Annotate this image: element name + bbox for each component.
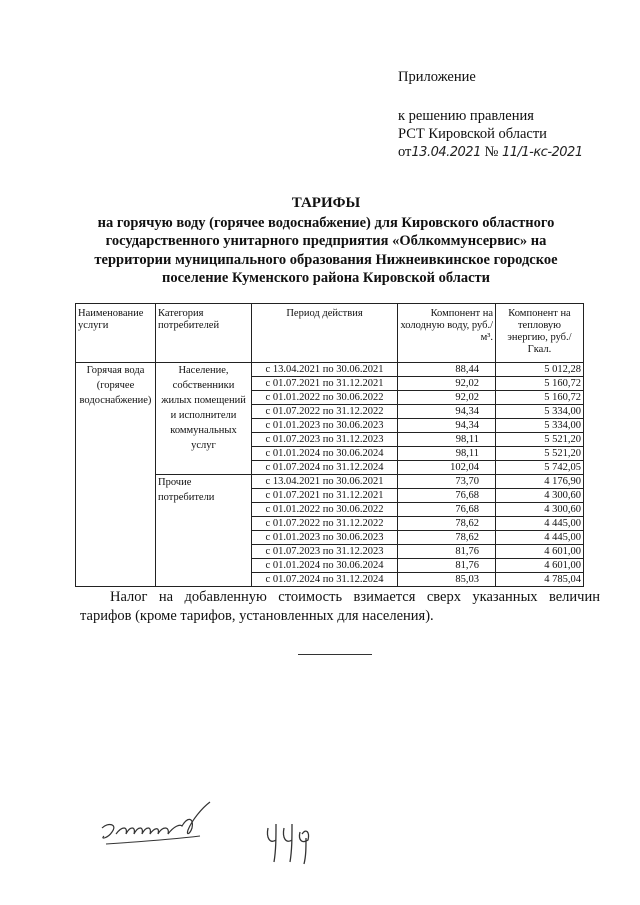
document-title: ТАРИФЫ (291, 195, 361, 211)
period-cell: с 01.01.2022 по 30.06.2022 (252, 503, 398, 517)
cold-water-cell: 73,70 (398, 475, 496, 489)
document-heading (40, 194, 612, 288)
heat-energy-cell: 4 785,04 (496, 573, 584, 587)
table-row (76, 363, 584, 377)
heat-energy-cell: 5 160,72 (496, 391, 584, 405)
period-cell: с 01.07.2021 по 31.12.2021 (252, 489, 398, 503)
period-cell: с 13.04.2021 по 30.06.2021 (252, 363, 398, 377)
category-cell: Население, собственники жилых помещений и исполнители коммунальных услуг (156, 363, 252, 475)
heat-energy-cell: 4 445,00 (496, 531, 584, 545)
header-period: Период действия (252, 304, 398, 363)
period-cell: с 01.07.2024 по 31.12.2024 (252, 573, 398, 587)
heading-line: государственного унитарного предприятия «Облкоммунсервис» на (105, 233, 547, 249)
heat-energy-cell: 5 521,20 (496, 447, 584, 461)
heading-line: поселение Куменского района Кировской области (161, 270, 491, 286)
number-prefix: № (484, 144, 499, 160)
signature-right-icon (262, 818, 322, 866)
heat-energy-cell: 4 445,00 (496, 517, 584, 531)
period-cell: с 01.07.2022 по 31.12.2022 (252, 517, 398, 531)
separator-line (298, 654, 372, 655)
cold-water-cell: 78,62 (398, 531, 496, 545)
cold-water-cell: 85,03 (398, 573, 496, 587)
cold-water-cell: 78,62 (398, 517, 496, 531)
service-cell: Горячая вода (горячее водоснабжение) (76, 363, 156, 587)
period-cell: с 01.07.2023 по 31.12.2023 (252, 433, 398, 447)
heading-line: территории муниципального образования Нижнеивкинское городское (94, 251, 558, 268)
period-cell: с 01.01.2022 по 30.06.2022 (252, 391, 398, 405)
tariffs-table (75, 303, 584, 587)
period-cell: с 01.01.2023 по 30.06.2023 (252, 531, 398, 545)
heat-energy-cell: 4 176,90 (496, 475, 584, 489)
period-cell: с 01.07.2021 по 31.12.2021 (252, 377, 398, 391)
header-cold-water: Компонент на холодную воду, руб./м³. (398, 304, 496, 363)
cold-water-cell: 92,02 (398, 391, 496, 405)
period-cell: с 01.07.2022 по 31.12.2022 (252, 405, 398, 419)
header-category: Категория потребителей (156, 304, 252, 363)
cold-water-cell: 88,44 (398, 363, 496, 377)
heat-energy-cell: 4 601,00 (496, 545, 584, 559)
table-header-row (76, 304, 584, 363)
cold-water-cell: 81,76 (398, 545, 496, 559)
heat-energy-cell: 5 521,20 (496, 433, 584, 447)
category-cell: Прочие потребители (156, 475, 252, 587)
heat-energy-cell: 5 160,72 (496, 377, 584, 391)
vat-note: Налог на добавленную стоимость взимается сверх указанных величин тарифов (кроме тарифов, установленных для населения). (80, 589, 600, 624)
heat-energy-cell: 5 334,00 (496, 419, 584, 433)
handwritten-date: 13.04.2021 (411, 145, 481, 160)
appendix-decision: к решению правления (398, 108, 534, 124)
date-prefix: от (398, 144, 412, 160)
cold-water-cell: 76,68 (398, 503, 496, 517)
period-cell: с 01.07.2024 по 31.12.2024 (252, 461, 398, 475)
cold-water-cell: 94,34 (398, 405, 496, 419)
header-service: Наименование услуги (76, 304, 156, 363)
header-heat-energy: Компонент на тепловую энергию, руб./Гкал. (496, 304, 584, 363)
appendix-authority: РСТ Кировской области (398, 126, 547, 142)
heat-energy-cell: 5 012,28 (496, 363, 584, 377)
period-cell: с 01.01.2024 по 30.06.2024 (252, 559, 398, 573)
table-body (76, 363, 584, 587)
appendix-block (398, 68, 628, 162)
signature-left-icon (96, 796, 236, 856)
cold-water-cell: 81,76 (398, 559, 496, 573)
period-cell: с 13.04.2021 по 30.06.2021 (252, 475, 398, 489)
heat-energy-cell: 4 300,60 (496, 489, 584, 503)
cold-water-cell: 102,04 (398, 461, 496, 475)
heat-energy-cell: 4 601,00 (496, 559, 584, 573)
cold-water-cell: 76,68 (398, 489, 496, 503)
cold-water-cell: 94,34 (398, 419, 496, 433)
heat-energy-cell: 4 300,60 (496, 503, 584, 517)
appendix-date-line (398, 143, 628, 162)
handwritten-number: 11/1-кс-2021 (501, 145, 583, 160)
cold-water-cell: 98,11 (398, 433, 496, 447)
cold-water-cell: 98,11 (398, 447, 496, 461)
appendix-title: Приложение (398, 69, 476, 85)
heading-line: на горячую воду (горячее водоснабжение) для Кировского областного (97, 214, 555, 231)
heat-energy-cell: 5 334,00 (496, 405, 584, 419)
period-cell: с 01.07.2023 по 31.12.2023 (252, 545, 398, 559)
cold-water-cell: 92,02 (398, 377, 496, 391)
heat-energy-cell: 5 742,05 (496, 461, 584, 475)
period-cell: с 01.01.2023 по 30.06.2023 (252, 419, 398, 433)
period-cell: с 01.01.2024 по 30.06.2024 (252, 447, 398, 461)
